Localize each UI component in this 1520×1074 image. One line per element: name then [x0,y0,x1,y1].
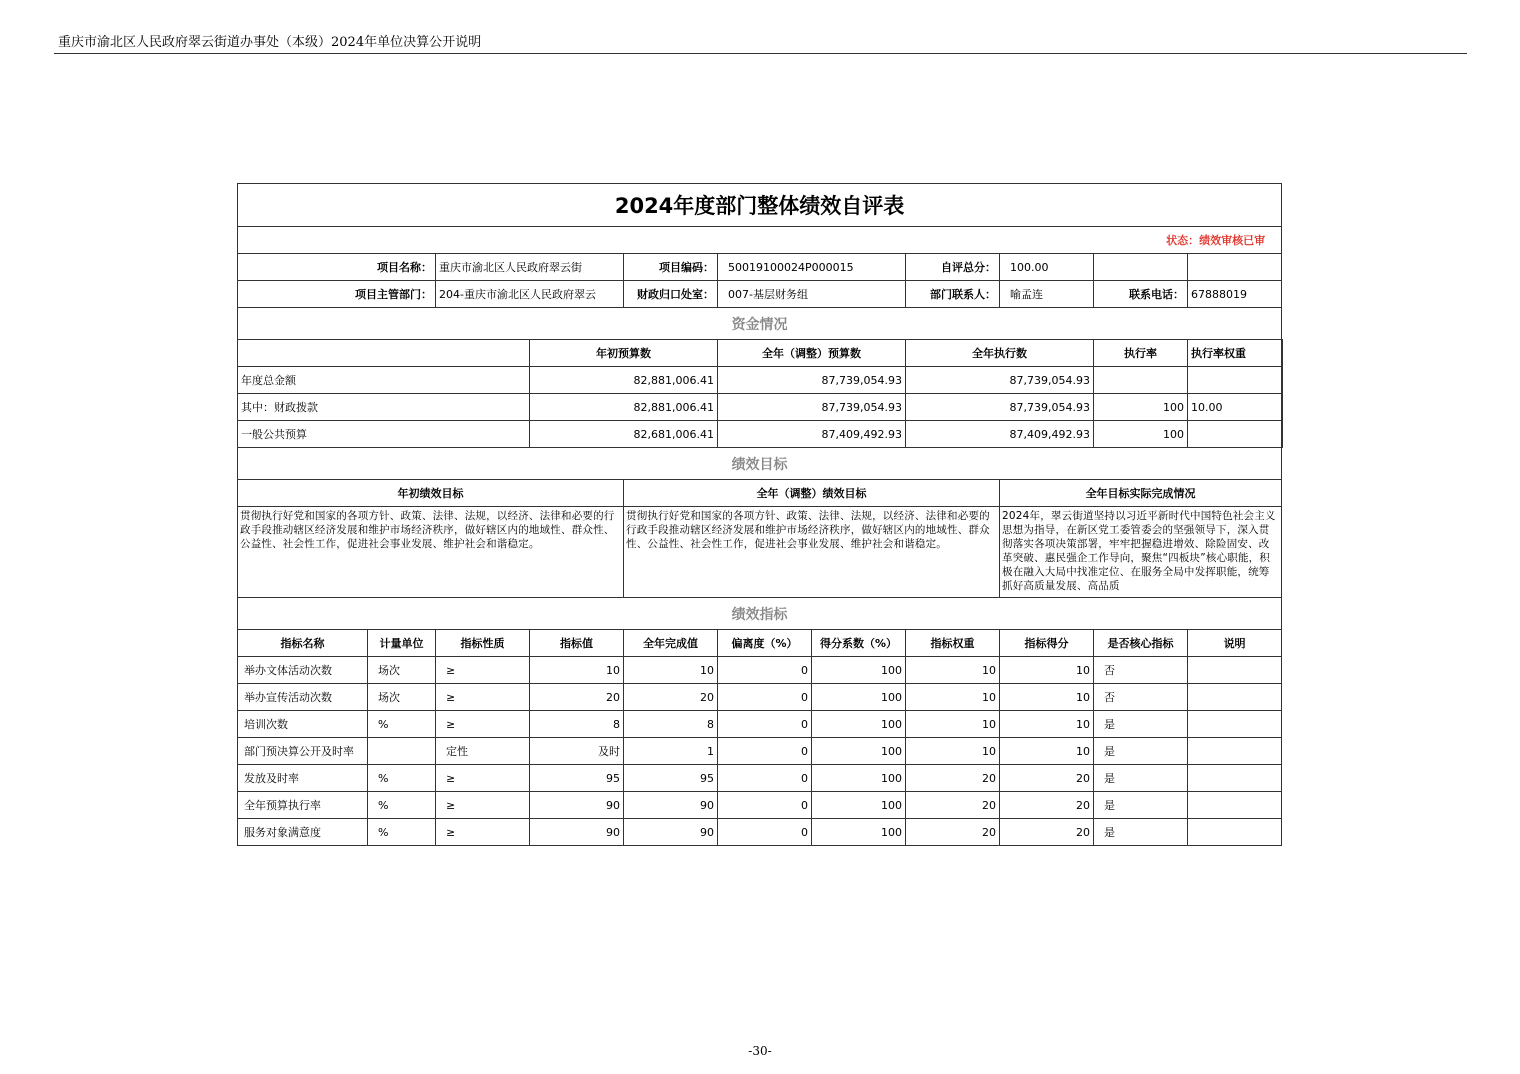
indicator-row [238,819,1283,846]
funds-header: 执行率权重 [1188,340,1282,367]
funds-row-name: 其中：财政拨款 [238,394,530,421]
phone-value: 67888019 [1188,281,1282,308]
indicator-core: 是 [1094,765,1188,792]
indicator-weight: 20 [906,765,1000,792]
indicator-weight: 10 [906,657,1000,684]
indicator-coef: 100 [812,738,906,765]
indicator-coef: 100 [812,819,906,846]
indicator-weight: 20 [906,819,1000,846]
indicator-header: 说明 [1188,630,1282,657]
indicator-row [238,738,1283,765]
indicator-header: 是否核心指标 [1094,630,1188,657]
funds-row-adjusted: 87,739,054.93 [718,367,906,394]
indicator-target: 及时 [530,738,624,765]
indicator-core: 是 [1094,819,1188,846]
indicator-core: 否 [1094,657,1188,684]
indicator-unit: 场次 [368,684,436,711]
indicator-score: 10 [1000,738,1094,765]
indicator-actual: 90 [624,819,718,846]
document-header: 重庆市渝北区人民政府翠云街道办事处（本级）2024年单位决算公开说明 [58,35,482,50]
indicator-core: 是 [1094,792,1188,819]
indicator-target: 10 [530,657,624,684]
indicator-actual: 8 [624,711,718,738]
funds-row-name: 年度总金额 [238,367,530,394]
indicator-target: 90 [530,819,624,846]
indicator-deviation: 0 [718,792,812,819]
project-name-label: 项目名称： [238,254,436,281]
indicator-actual: 20 [624,684,718,711]
indicator-weight: 10 [906,684,1000,711]
indicator-deviation: 0 [718,657,812,684]
indicator-nature: ≥ [436,684,530,711]
indicator-coef: 100 [812,765,906,792]
indicator-core: 是 [1094,738,1188,765]
finance-office-label: 财政归口处室： [624,281,718,308]
indicator-header: 指标权重 [906,630,1000,657]
indicator-deviation: 0 [718,819,812,846]
dept-label: 项目主管部门： [238,281,436,308]
indicator-target: 20 [530,684,624,711]
indicator-note [1188,657,1282,684]
indicator-actual: 10 [624,657,718,684]
indicator-deviation: 0 [718,711,812,738]
indicator-score: 10 [1000,657,1094,684]
indicators-section-title: 绩效指标 [238,598,1282,630]
goals-header: 年初绩效目标 [238,480,624,507]
funds-row-initial: 82,681,006.41 [530,421,718,448]
indicator-actual: 95 [624,765,718,792]
indicator-nature: ≥ [436,819,530,846]
empty-cell [1188,254,1282,281]
indicator-note [1188,819,1282,846]
performance-table [237,183,1283,846]
adjusted-goal-text: 贯彻执行好党和国家的各项方针、政策、法律、法规，以经济、法律和必要的行政手段推动辖区经济发展和维护市场经济秩序，做好辖区内的地域性、群众性、公益性、社会性工作，促进社会事业发展、维护社会和谐稳定。 [626,510,990,550]
header-rule [54,53,1467,54]
indicator-name: 发放及时率 [238,765,368,792]
funds-header: 全年执行数 [906,340,1094,367]
indicator-header: 指标性质 [436,630,530,657]
indicator-nature: ≥ [436,657,530,684]
indicator-note [1188,738,1282,765]
indicator-name: 培训次数 [238,711,368,738]
form-title: 2024年度部门整体绩效自评表 [238,184,1282,227]
indicator-unit: 场次 [368,657,436,684]
indicator-score: 20 [1000,765,1094,792]
contact-label: 部门联系人： [906,281,1000,308]
funds-row-executed: 87,739,054.93 [906,367,1094,394]
funds-row-weight [1188,367,1282,394]
indicator-score: 10 [1000,711,1094,738]
indicator-header: 得分系数（%） [812,630,906,657]
status-label: 状态：绩效审核已审 [238,227,1282,254]
funds-row-score [1282,367,1283,394]
indicator-coef: 100 [812,684,906,711]
funds-row-rate: 100 [1094,394,1188,421]
project-code-label: 项目编码： [624,254,718,281]
indicator-score: 10 [1000,684,1094,711]
funds-section-title: 资金情况 [238,308,1282,340]
indicator-unit: % [368,792,436,819]
goals-section-title: 绩效目标 [238,448,1282,480]
funds-row-rate: 100 [1094,421,1188,448]
page-number: -30- [748,1044,772,1058]
indicator-row [238,792,1283,819]
indicator-row [238,711,1283,738]
funds-row-score [1282,421,1283,448]
indicator-header: 指标得分 [1000,630,1094,657]
indicator-header: 计量单位 [368,630,436,657]
indicator-deviation: 0 [718,684,812,711]
indicator-unit [368,738,436,765]
indicator-row [238,765,1283,792]
indicator-weight: 10 [906,711,1000,738]
indicator-score: 20 [1000,792,1094,819]
indicator-name: 部门预决算公开及时率 [238,738,368,765]
adjusted-goal-cell [624,507,1000,598]
indicator-note [1188,684,1282,711]
indicator-header: 指标名称 [238,630,368,657]
self-score-value: 100.00 [1000,254,1094,281]
indicator-unit: % [368,765,436,792]
funds-row-executed: 87,739,054.93 [906,394,1094,421]
indicator-target: 8 [530,711,624,738]
project-code-value: 50019100024P000015 [718,254,906,281]
indicator-coef: 100 [812,711,906,738]
indicator-header: 全年完成值 [624,630,718,657]
indicator-name: 举办文体活动次数 [238,657,368,684]
indicator-weight: 10 [906,738,1000,765]
indicator-unit: % [368,819,436,846]
funds-row-name: 一般公共预算 [238,421,530,448]
indicator-actual: 90 [624,792,718,819]
funds-header: 年初预算数 [530,340,718,367]
funds-header [1282,340,1283,367]
indicator-weight: 20 [906,792,1000,819]
funds-row-rate [1094,367,1188,394]
self-score-label: 自评总分： [906,254,1000,281]
funds-row-weight [1188,421,1282,448]
indicator-actual: 1 [624,738,718,765]
indicator-target: 90 [530,792,624,819]
indicator-note [1188,765,1282,792]
indicator-row [238,684,1283,711]
contact-value: 喻孟连 [1000,281,1094,308]
funds-row-initial: 82,881,006.41 [530,394,718,421]
indicator-row [238,657,1283,684]
indicator-nature: 定性 [436,738,530,765]
funds-header: 执行率 [1094,340,1188,367]
indicator-nature: ≥ [436,792,530,819]
funds-row-adjusted: 87,409,492.93 [718,421,906,448]
goals-header: 全年（调整）绩效目标 [624,480,1000,507]
actual-goal-cell [1000,507,1282,598]
indicator-target: 95 [530,765,624,792]
indicator-name: 全年预算执行率 [238,792,368,819]
empty-cell [1094,254,1188,281]
funds-row-score [1282,394,1283,421]
goals-header: 全年目标实际完成情况 [1000,480,1282,507]
indicator-score: 20 [1000,819,1094,846]
funds-row-executed: 87,409,492.93 [906,421,1094,448]
dept-value: 204-重庆市渝北区人民政府翠云 [436,281,624,308]
indicator-core: 否 [1094,684,1188,711]
funds-row-weight: 10.00 [1188,394,1282,421]
indicator-coef: 100 [812,792,906,819]
finance-office-value: 007-基层财务组 [718,281,906,308]
project-name-value: 重庆市渝北区人民政府翠云街 [436,254,624,281]
indicator-deviation: 0 [718,765,812,792]
indicator-unit: % [368,711,436,738]
indicator-name: 服务对象满意度 [238,819,368,846]
phone-label: 联系电话： [1094,281,1188,308]
indicator-name: 举办宣传活动次数 [238,684,368,711]
indicator-core: 是 [1094,711,1188,738]
funds-row-adjusted: 87,739,054.93 [718,394,906,421]
indicator-header: 指标值 [530,630,624,657]
funds-row-initial: 82,881,006.41 [530,367,718,394]
indicator-header: 偏离度（%） [718,630,812,657]
indicator-note [1188,711,1282,738]
indicator-coef: 100 [812,657,906,684]
actual-goal-text: 2024年，翠云街道坚持以习近平新时代中国特色社会主义思想为指导，在新区党工委管委会的坚强领导下，深入贯彻落实各项决策部署，牢牢把握稳进增效、除险固安、改革突破、惠民强企工作导向，聚焦“四板块”核心职能，积极在融入大局中找准定位、在服务全局中发挥职能，统筹抓好高质量发展、高品质 [1002,510,1276,591]
initial-goal-cell [238,507,624,598]
indicator-note [1188,792,1282,819]
empty-cell [238,340,530,367]
funds-header: 全年（调整）预算数 [718,340,906,367]
indicator-deviation: 0 [718,738,812,765]
indicator-nature: ≥ [436,765,530,792]
indicator-nature: ≥ [436,711,530,738]
initial-goal-text: 贯彻执行好党和国家的各项方针、政策、法律、法规，以经济、法律和必要的行政手段推动辖区经济发展和维护市场经济秩序，做好辖区内的地域性、群众性、公益性、社会性工作，促进社会事业发展、维护社会和谐稳定。 [240,510,615,550]
